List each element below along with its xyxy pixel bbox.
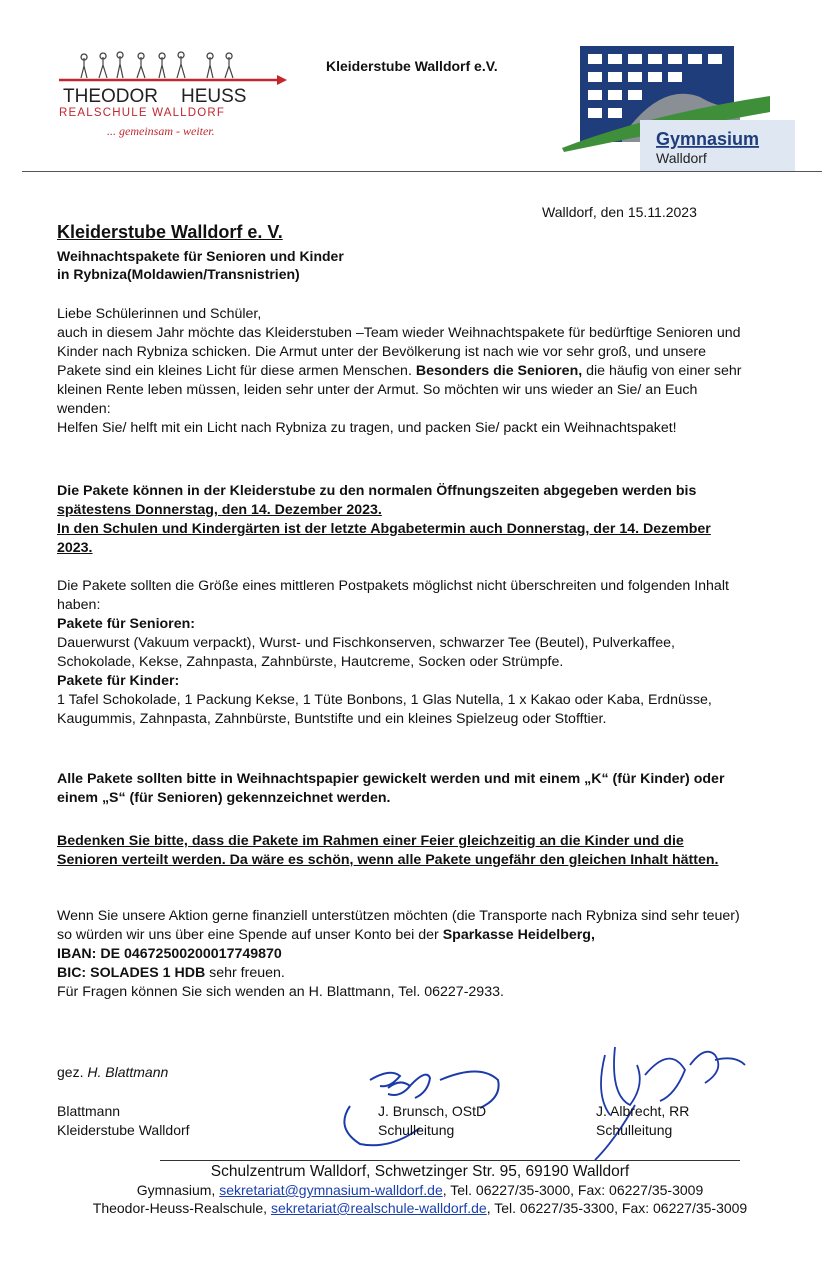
deadline-text: Die Pakete können in der Kleiderstube zu den normalen Öffnungszeiten abgegeben werden bis (57, 483, 697, 499)
gymnasium-logo (560, 42, 800, 172)
realschule-logo-graphic (55, 40, 295, 150)
donation-contact: Für Fragen können Sie sich wenden an H. Blattmann, Tel. 06227-2933. (57, 984, 504, 1000)
intro-bold-senioren: Besonders die Senioren, (415, 363, 583, 379)
intro-text-2: die häufig von einer sehr kleinen Rente leben müssen, leiden sehr unter der Armut. So möchten wir uns wieder an Sie/ an Euch wenden: (57, 363, 742, 417)
intro-text-1: auch in diesem Jahr möchte das Kleiderstuben –Team wieder Weihnachtspakete für bedürftige Senioren und Kinder nach Rybniza schicken. Die Armut unter der Bevölkerung ist nach wie vor sehr groß, und unsere Pakete sind ein kleines Licht für diese armen Menschen. (57, 325, 741, 379)
deadline-paragraph (57, 482, 747, 520)
contents-section (57, 577, 747, 729)
signature-right-role: Schulleitung (596, 1122, 673, 1138)
footer-divider (160, 1160, 740, 1161)
gez-name: H. Blattmann (87, 1064, 169, 1080)
header-center-title: Kleiderstube Walldorf e.V. (326, 58, 498, 74)
letter-title: Kleiderstube Walldorf e. V. (57, 222, 283, 242)
gymnasium-logo-graphic (560, 42, 800, 172)
signature-scribble-albrecht (575, 1035, 755, 1165)
footer-address: Schulzentrum Walldorf, Schwetzinger Str. 95, 69190 Walldorf (210, 1163, 630, 1180)
donation-bank: Sparkasse Heidelberg, (442, 927, 595, 943)
rs-subtitle: REALSCHULE WALLDORF (59, 107, 226, 119)
donation-section (57, 907, 747, 1002)
footer-gymnasium-line (40, 1181, 800, 1199)
deadline-date: spätestens Donnerstag, den 14. Dezember 2023. (57, 502, 382, 518)
intro-call-to-action: Helfen Sie/ helft mit ein Licht nach Rybniza zu tragen, und packen Sie/ packt ein Weihnachtspaket! (57, 420, 677, 436)
signature-left-org: Kleiderstube Walldorf (57, 1122, 190, 1138)
senioren-items: Dauerwurst (Vakuum verpackt), Wurst- und Fischkonserven, schwarzer Tee (Beutel), Pulverkaffee, Schokolade, Kekse, Zahnpasta, Zahnbürste, Hautcreme, Socken oder Strümpfe. (57, 635, 675, 670)
donation-bic: BIC: SOLADES 1 HDB (57, 965, 206, 981)
date-line: Walldorf, den 15.11.2023 (542, 204, 697, 220)
footer-rs-prefix: Theodor-Heuss-Realschule, (92, 1200, 271, 1216)
signature-left (57, 1102, 190, 1140)
rs-name-part2: HEUSS (181, 86, 247, 107)
signature-mid (378, 1102, 486, 1140)
header-divider (22, 171, 822, 172)
footer-gym-prefix: Gymnasium, (136, 1182, 220, 1198)
footer-gym-suffix: , Tel. 06227/35-3000, Fax: 06227/35-3009 (442, 1182, 704, 1198)
wrapping-note: Alle Pakete sollten bitte in Weihnachtspapier gewickelt werden und mit einem „K“ (für Kinder) oder einem „S“ (für Senioren) gekennzeichnet werden. (57, 771, 725, 806)
signature-right-name: J. Albrecht, RR (596, 1103, 690, 1119)
gym-word-walldorf: Walldorf (656, 150, 707, 166)
signature-mid-role: Schulleitung (378, 1122, 455, 1138)
kinder-heading: Pakete für Kinder: (57, 673, 180, 689)
donation-text-2: sehr freuen. (205, 965, 285, 981)
kinder-items: 1 Tafel Schokolade, 1 Packung Kekse, 1 Tüte Bonbons, 1 Glas Nutella, 1 x Kakao oder Kaba, Erdnüsse, Kaugummis, Zahnpasta, Zahnbürste, Buntstifte und ein kleines Spielzeug oder Stofftier. (57, 692, 712, 727)
gez-label: gez. (57, 1064, 84, 1080)
signature-right (596, 1102, 689, 1140)
greeting: Liebe Schülerinnen und Schüler, (57, 306, 262, 322)
footer-rs-suffix: , Tel. 06227/35-3300, Fax: 06227/35-3009 (486, 1200, 748, 1216)
gym-word-gymnasium: Gymnasium (656, 129, 760, 149)
intro-paragraph (57, 324, 747, 419)
letter-subtitle-2: in Rybniza(Moldawien/Transnistrien) (57, 266, 300, 282)
contents-intro: Die Pakete sollten die Größe eines mittleren Postpakets möglichst nicht überschreiten und folgenden Inhalt haben: (57, 578, 729, 613)
gez-line (57, 1063, 168, 1082)
footer-rs-email-link[interactable]: sekretariat@realschule-walldorf.de (270, 1200, 487, 1216)
footer-realschule-line (40, 1199, 800, 1217)
signature-left-name: Blattmann (57, 1103, 121, 1119)
deadline-schools: In den Schulen und Kindergärten ist der letzte Abgabetermin auch Donnerstag, der 14. Dezember 2023. (57, 521, 711, 556)
realschule-logo (55, 40, 295, 150)
rs-name-part1: THEODOR (63, 86, 158, 107)
reminder-note: Bedenken Sie bitte, dass die Pakete im Rahmen einer Feier gleichzeitig an die Kinder und die Senioren verteilt werden. Da wäre es schön, wenn alle Pakete ungefähr den gleichen Inhalt hätten. (57, 833, 719, 868)
deadline-section (57, 482, 747, 558)
intro-section (57, 305, 747, 438)
signature-mid-name: J. Brunsch, OStD (378, 1103, 487, 1119)
footer-gym-email-link[interactable]: sekretariat@gymnasium-walldorf.de (219, 1182, 443, 1198)
donation-text-1: Wenn Sie unsere Aktion gerne finanziell unterstützen möchten (die Transporte nach Rybniza sind sehr teuer) so würden wir uns über eine Spende auf unser Konto bei der (57, 908, 740, 943)
donation-paragraph (57, 907, 747, 945)
donation-iban: IBAN: DE 04672500200017749870 (57, 946, 282, 962)
senioren-heading: Pakete für Senioren: (57, 616, 195, 632)
letter-subtitle-1: Weihnachtspakete für Senioren und Kinder (57, 248, 344, 264)
footer (40, 1163, 800, 1217)
donation-bic-line (57, 964, 747, 983)
rs-motto: ... gemeinsam - weiter. (107, 124, 215, 138)
